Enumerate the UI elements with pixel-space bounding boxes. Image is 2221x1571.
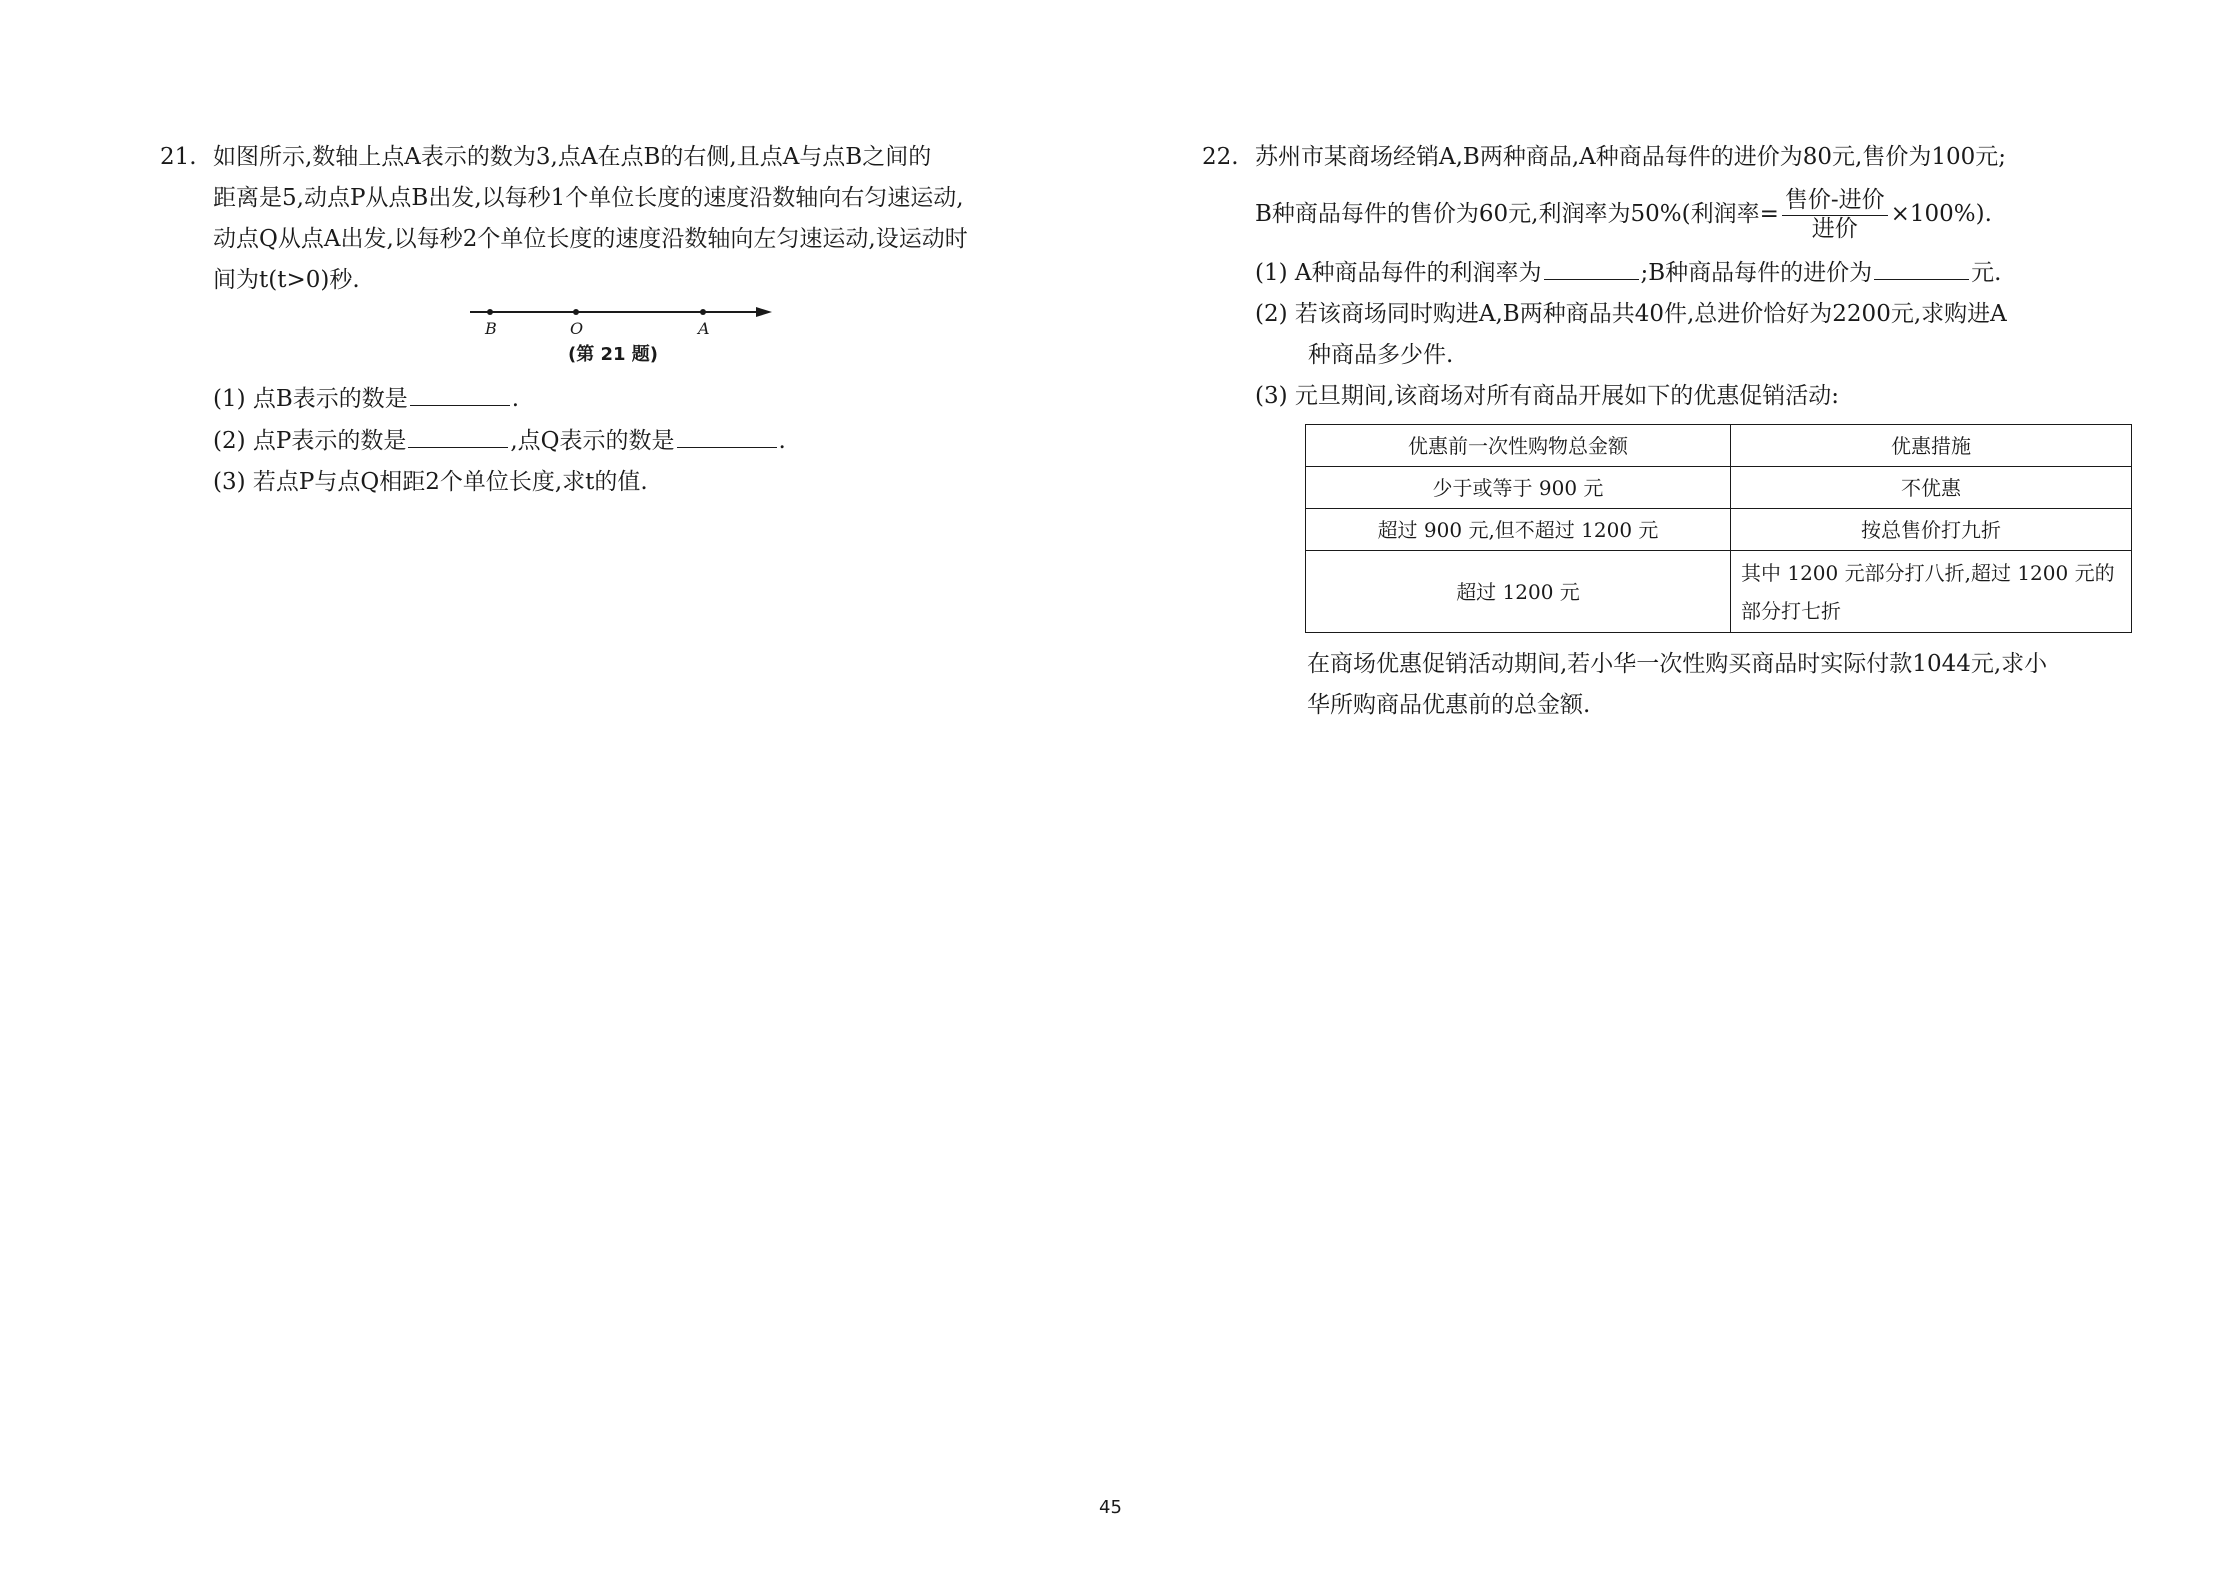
problem-21-sub-1 bbox=[213, 378, 1093, 420]
table-cell-amount: 少于或等于 900 元 bbox=[1306, 467, 1731, 509]
problem-21-number: 21. bbox=[160, 144, 197, 170]
number-line-label-b: B bbox=[485, 319, 497, 338]
problem-21-line-3: 动点Q从点A出发,以每秒2个单位长度的速度沿数轴向左匀速运动,设运动时 bbox=[213, 226, 968, 252]
table-row bbox=[1306, 509, 2132, 551]
problem-22-closing-line-2: 华所购商品优惠前的总金额. bbox=[1307, 692, 1591, 718]
table-row bbox=[1306, 551, 2132, 633]
problem-21-line-4: 间为t(t>0)秒. bbox=[213, 267, 360, 293]
problem-22-closing-line-1: 在商场优惠促销活动期间,若小华一次性购买商品时实际付款1044元,求小 bbox=[1307, 651, 2048, 677]
answer-blank-22-1b[interactable] bbox=[1874, 252, 1969, 280]
problem-22-line-2-end: ×100%). bbox=[1890, 201, 1992, 227]
problem-21-sub-2-mid: ,点Q表示的数是 bbox=[510, 428, 675, 454]
table-cell-measure: 不优惠 bbox=[1731, 467, 2132, 509]
problem-21-sub-1-text: (1) 点B表示的数是 bbox=[213, 386, 408, 412]
answer-blank-21-2a[interactable] bbox=[408, 420, 508, 448]
table-header-measure: 优惠措施 bbox=[1731, 425, 2132, 467]
number-line-label-a: A bbox=[698, 319, 710, 338]
promotion-table bbox=[1305, 424, 2132, 633]
fraction-numerator: 售价-进价 bbox=[1782, 187, 1888, 216]
number-line-arrow-icon bbox=[756, 307, 772, 317]
problem-22-line-2-text: B种商品每件的售价为60元,利润率为50%(利润率= bbox=[1255, 201, 1779, 227]
number-line-figure bbox=[470, 300, 780, 372]
problem-22-subquestions bbox=[1255, 252, 2155, 417]
problem-21-sub-2-end: . bbox=[778, 428, 786, 454]
problem-22-sub-1 bbox=[1255, 252, 2155, 294]
problem-22-sub-2-line-1: (2) 若该商场同时购进A,B两种商品共40件,总进价恰好为2200元,求购进A bbox=[1255, 301, 2007, 327]
answer-blank-22-1a[interactable] bbox=[1544, 252, 1639, 280]
problem-21-line-1: 如图所示,数轴上点A表示的数为3,点A在点B的右侧,且点A与点B之间的 bbox=[213, 144, 932, 170]
table-row bbox=[1306, 467, 2132, 509]
problem-22-closing bbox=[1307, 644, 2157, 726]
table-header-amount: 优惠前一次性购物总金额 bbox=[1306, 425, 1731, 467]
problem-21-subquestions bbox=[213, 378, 1093, 503]
answer-blank-21-1[interactable] bbox=[410, 378, 510, 406]
problem-21-sub-2 bbox=[213, 420, 1093, 462]
number-line-point-o bbox=[573, 309, 579, 315]
profit-rate-fraction bbox=[1782, 187, 1888, 243]
problem-22-number: 22. bbox=[1202, 144, 1239, 170]
problem-21-sub-2-text: (2) 点P表示的数是 bbox=[213, 428, 407, 454]
problem-22-line-2 bbox=[1255, 184, 2155, 244]
number-line-label-o: O bbox=[570, 319, 584, 338]
page-number: 45 bbox=[1099, 1497, 1122, 1518]
answer-blank-21-2b[interactable] bbox=[677, 420, 777, 448]
table-cell-amount: 超过 1200 元 bbox=[1306, 551, 1731, 633]
problem-21-line-2: 距离是5,动点P从点B出发,以每秒1个单位长度的速度沿数轴向右匀速运动, bbox=[213, 185, 964, 211]
problem-21 bbox=[160, 137, 1100, 301]
table-header-row bbox=[1306, 425, 2132, 467]
figure-caption: (第 21 题) bbox=[568, 344, 659, 365]
problem-22-sub-2-line-2: 种商品多少件. bbox=[1308, 342, 1454, 368]
problem-22-sub-1-mid: ;B种商品每件的进价为 bbox=[1640, 260, 1873, 286]
problem-22-line-1: 苏州市某商场经销A,B两种商品,A种商品每件的进价为80元,售价为100元; bbox=[1255, 144, 2006, 170]
problem-22-sub-1-end: 元. bbox=[1971, 260, 2002, 286]
problem-21-sub-3: (3) 若点P与点Q相距2个单位长度,求t的值. bbox=[213, 469, 648, 495]
problem-22-sub-3: (3) 元旦期间,该商场对所有商品开展如下的优惠促销活动: bbox=[1255, 383, 1839, 409]
table-cell-amount: 超过 900 元,但不超过 1200 元 bbox=[1306, 509, 1731, 551]
number-line-svg bbox=[470, 300, 780, 340]
number-line-point-b bbox=[487, 309, 493, 315]
problem-22-sub-1-text: (1) A种商品每件的利润率为 bbox=[1255, 260, 1542, 286]
table-cell-measure: 按总售价打九折 bbox=[1731, 509, 2132, 551]
table-cell-measure: 其中 1200 元部分打八折,超过 1200 元的部分打七折 bbox=[1731, 551, 2132, 633]
number-line-point-a bbox=[700, 309, 706, 315]
problem-22 bbox=[1202, 137, 2152, 178]
fraction-denominator: 进价 bbox=[1811, 215, 1858, 242]
problem-21-sub-1-end: . bbox=[511, 386, 520, 412]
